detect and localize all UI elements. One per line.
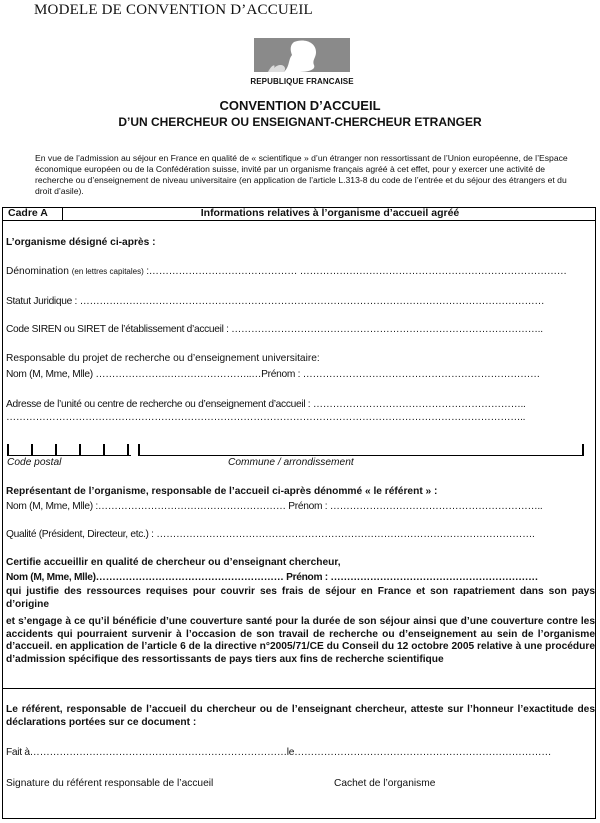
signature-label: Signature du référent responsable de l’accueil bbox=[6, 778, 214, 789]
statut-field[interactable]: Statut Juridique : …………………………………………………………………………………………………………………………… bbox=[6, 296, 545, 307]
cadre-divider bbox=[62, 207, 63, 221]
adresse-continuation-field[interactable]: ………………………………………………………………………………………………………………………………………….. bbox=[6, 412, 526, 423]
intro-paragraph: En vue de l’admission au séjour en France en qualité de « scientifique » d’un étranger non ressortissant de l’Union européenne, de l’Espace économique européen ou de la Confédération suisse, invité par un organisme français agréé à cet effet, pour y exercer une activité de recherche ou d’enseignement de niveau universitaire (en application de l’article L.313-8 du code de l’entrée et du séjour des étrangers et du droit d’asile). bbox=[35, 153, 568, 196]
representant-heading: Représentant de l’organisme, responsable de l’accueil ci-après dénommé « le référent » : bbox=[6, 486, 438, 497]
attestation-paragraph: Le référent, responsable de l’accueil du chercheur ou de l’enseignant chercheur, atteste sur l’honneur l’exactitude des déclarations portées sur ce document : bbox=[6, 704, 595, 728]
code-postal-label: Code postal bbox=[7, 457, 62, 468]
cadre-heading: Informations relatives à l’organisme d’accueil agréé bbox=[200, 207, 460, 219]
denomination-dots: :……………………………………… ……………………………………………………………………… bbox=[143, 266, 567, 277]
denomination-note: (en lettres capitales) bbox=[71, 267, 144, 276]
document-subtitle: D’UN CHERCHEUR OU ENSEIGNANT-CHERCHEUR ETRANGER bbox=[118, 115, 482, 129]
organisme-heading: L’organisme désigné ci-après : bbox=[6, 237, 156, 248]
engage-paragraph: et s’engage à ce qu’il bénéficie d’une couverture santé pour la durée de son séjour ainsi que d’une couverture contre les accidents qui pourraient survenir à l’occasion de son travail de recherche ou d’enseignement au sein de l’organisme d’accueil. en application de l’article 6 de la directive n°2005/71/CE du Conseil du 12 octobre 2005 relative à une procédure d’admission spécifique des ressortissants de pays tiers aux fins de recherche scientifique bbox=[6, 616, 595, 665]
section-separator bbox=[2, 688, 596, 689]
chercheur-nom-prenom-field[interactable]: Nom (M, Mme, Mlle)………………………………………………… Prénom : ……………………………………………………… bbox=[6, 572, 538, 583]
cachet-label: Cachet de l’organisme bbox=[334, 778, 436, 789]
commune-label: Commune / arrondissement bbox=[228, 457, 354, 468]
responsable-label: Responsable du projet de recherche ou d’enseignement universitaire: bbox=[6, 353, 320, 364]
responsable-nom-prenom-field[interactable]: Nom (M, Mme, Mlle) ………………….……………………..…Prénom : ……………………………………………………………… bbox=[6, 369, 540, 380]
logo-caption: REPUBLIQUE FRANCAISE bbox=[250, 77, 354, 86]
certifie-heading: Certifie accueillir en qualité de chercheur ou d’enseignant chercheur, bbox=[6, 557, 341, 568]
justifie-paragraph: qui justifie des ressources requises pour couvrir ses frais de séjour en France et son rapatriement dans son pays d’origine bbox=[6, 586, 595, 610]
cadre-header bbox=[2, 207, 596, 221]
siren-field[interactable]: Code SIREN ou SIRET de l’établissement d’accueil : ………………………………………………………………………………….. bbox=[6, 324, 543, 335]
model-title: MODELE DE CONVENTION D’ACCUEIL bbox=[34, 2, 313, 18]
cadre-label: Cadre A bbox=[8, 207, 48, 219]
adresse-field[interactable]: Adresse de l’unité ou centre de recherche ou d’enseignement d’accueil : ……………………………………………………….. bbox=[6, 399, 526, 410]
referent-nom-prenom-field[interactable]: Nom (M, Mme, Mlle) :………………………………………………… Prénom : ……………………………………………………….. bbox=[6, 501, 543, 512]
document-title: CONVENTION D’ACCUEIL bbox=[219, 98, 381, 113]
qualite-field[interactable]: Qualité (Président, Directeur, etc.) : ……………………………………………………………………………………………………. bbox=[6, 529, 535, 540]
fait-a-field[interactable]: Fait à……………………………………………………………………le…………………………………………………………………… bbox=[6, 747, 552, 758]
denomination-label: Dénomination bbox=[6, 266, 69, 277]
denomination-field[interactable] bbox=[6, 266, 594, 277]
